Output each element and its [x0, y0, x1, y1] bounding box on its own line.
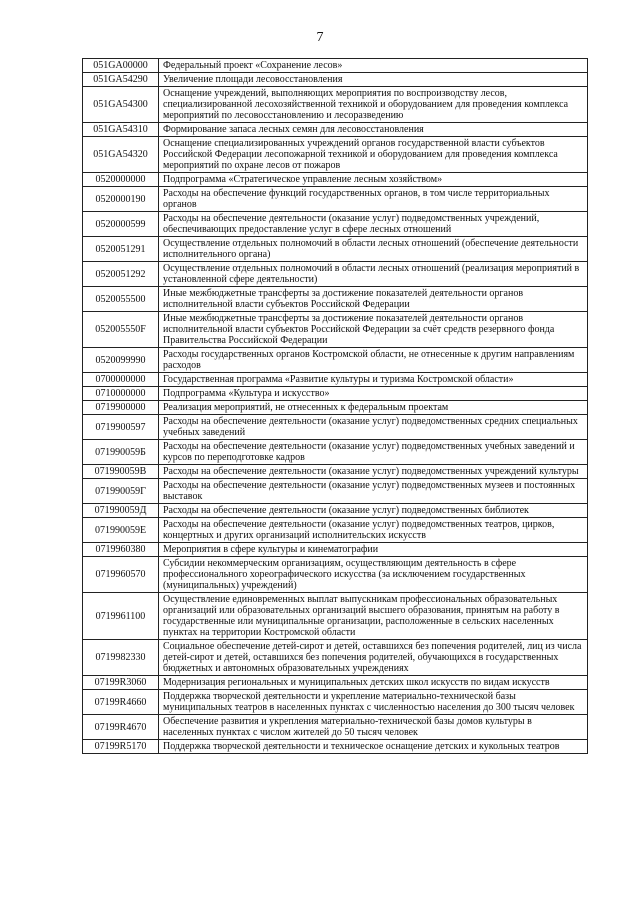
table-row: [83, 212, 588, 237]
row-description: Мероприятия в сфере культуры и кинематографии: [159, 543, 588, 557]
row-description: Расходы на обеспечение деятельности (оказание услуг) подведомственных учреждений культуры: [159, 465, 588, 479]
table-row: [83, 173, 588, 187]
row-description: Иные межбюджетные трансферты за достижение показателей деятельности органов исполнительной власти субъектов Российской Федерации за счёт средств резервного фонда Правительства Российской Федерации: [159, 312, 588, 348]
row-description: Увеличение площади лесовосстановления: [159, 73, 588, 87]
row-code: 0700000000: [83, 373, 159, 387]
row-code: 0719960570: [83, 557, 159, 593]
table-row: [83, 187, 588, 212]
row-code: 07199R4660: [83, 690, 159, 715]
row-description: Расходы на обеспечение деятельности (оказание услуг) подведомственных учебных заведений и курсов по переподготовке кадров: [159, 440, 588, 465]
row-description: Иные межбюджетные трансферты за достижение показателей деятельности органов исполнительной власти субъектов Российской Федерации: [159, 287, 588, 312]
table-row: [83, 557, 588, 593]
row-description: Федеральный проект «Сохранение лесов»: [159, 59, 588, 73]
row-code: 071990059Б: [83, 440, 159, 465]
table-row: [83, 137, 588, 173]
row-code: 0719982330: [83, 640, 159, 676]
row-code: 071990059Г: [83, 479, 159, 504]
row-description: Расходы государственных органов Костромской области, не отнесенные к другим направлениям расходов: [159, 348, 588, 373]
row-description: Расходы на обеспечение деятельности (оказание услуг) подведомственных театров, цирков, концертных и других организаций исполнительских искусств: [159, 518, 588, 543]
row-code: 0719900597: [83, 415, 159, 440]
table-row: [83, 676, 588, 690]
row-description: Расходы на обеспечение деятельности (оказание услуг) подведомственных учреждений, обеспечивающих предоставление услуг в сфере лесных отношений: [159, 212, 588, 237]
row-code: 071990059Д: [83, 504, 159, 518]
row-description: Обеспечение развития и укрепления материально-технической базы домов культуры в населенных пунктах с числом жителей до 50 тысяч человек: [159, 715, 588, 740]
row-description: Оснащение учреждений, выполняющих мероприятия по воспроизводству лесов, специализированной лесохозяйственной техникой и оборудованием для проведения комплекса мероприятий по лесовосстановлению и лесоразведению: [159, 87, 588, 123]
table-row: [83, 287, 588, 312]
row-description: Подпрограмма «Стратегическое управление лесным хозяйством»: [159, 173, 588, 187]
table-row: [83, 123, 588, 137]
table-row: [83, 262, 588, 287]
row-code: 051GA54310: [83, 123, 159, 137]
table-row: [83, 401, 588, 415]
row-description: Расходы на обеспечение функций государственных органов, в том числе территориальных органов: [159, 187, 588, 212]
row-description: Субсидии некоммерческим организациям, осуществляющим деятельность в сфере профессионального хореографического искусства (за исключением государственных (муниципальных) учреждений): [159, 557, 588, 593]
row-code: 051GA00000: [83, 59, 159, 73]
row-code: 071990059В: [83, 465, 159, 479]
table-row: [83, 312, 588, 348]
row-description: Модернизация региональных и муниципальных детских школ искусств по видам искусств: [159, 676, 588, 690]
row-code: 07199R3060: [83, 676, 159, 690]
row-code: 0719961100: [83, 593, 159, 640]
table-row: [83, 87, 588, 123]
row-description: Поддержка творческой деятельности и укрепление материально-технической базы муниципальных театров в населенных пунктах с численностью населения до 300 тысяч человек: [159, 690, 588, 715]
row-description: Расходы на обеспечение деятельности (оказание услуг) подведомственных средних специальных учебных заведений: [159, 415, 588, 440]
row-code: 0520099990: [83, 348, 159, 373]
row-description: Поддержка творческой деятельности и техническое оснащение детских и кукольных театров: [159, 740, 588, 754]
table-row: [83, 465, 588, 479]
table-row: [83, 640, 588, 676]
table-row: [83, 518, 588, 543]
row-description: Оснащение специализированных учреждений органов государственной власти субъектов Российской Федерации лесопожарной техникой и оборудованием для проведения комплекса мероприятий по охране лесов от пожаров: [159, 137, 588, 173]
row-code: 0520051291: [83, 237, 159, 262]
row-code: 0520051292: [83, 262, 159, 287]
table-row: [83, 593, 588, 640]
row-code: 0520000599: [83, 212, 159, 237]
row-description: Расходы на обеспечение деятельности (оказание услуг) подведомственных библиотек: [159, 504, 588, 518]
table-row: [83, 479, 588, 504]
row-description: Осуществление отдельных полномочий в области лесных отношений (обеспечение деятельности исполнительного органа): [159, 237, 588, 262]
row-description: Государственная программа «Развитие культуры и туризма Костромской области»: [159, 373, 588, 387]
budget-classification-table: [82, 58, 588, 754]
table-row: [83, 348, 588, 373]
row-description: Социальное обеспечение детей-сирот и детей, оставшихся без попечения родителей, лиц из числа детей-сирот и детей, оставшихся без попечения родителей, обучающихся в государственных бюджетных и автономных образовательных учреждениях: [159, 640, 588, 676]
table-row: [83, 504, 588, 518]
row-description: Расходы на обеспечение деятельности (оказание услуг) подведомственных музеев и постоянных выставок: [159, 479, 588, 504]
row-description: Реализация мероприятий, не отнесенных к федеральным проектам: [159, 401, 588, 415]
row-code: 071990059Е: [83, 518, 159, 543]
table-row: [83, 543, 588, 557]
row-description: Формирование запаса лесных семян для лесовосстановления: [159, 123, 588, 137]
table-row: [83, 73, 588, 87]
row-code: 0520000190: [83, 187, 159, 212]
row-code: 051GA54290: [83, 73, 159, 87]
row-description: Подпрограмма «Культура и искусство»: [159, 387, 588, 401]
table-body: [83, 59, 588, 754]
table-row: [83, 690, 588, 715]
table-row: [83, 59, 588, 73]
table-row: [83, 740, 588, 754]
table-row: [83, 715, 588, 740]
row-code: 0520055500: [83, 287, 159, 312]
table-row: [83, 440, 588, 465]
table-row: [83, 415, 588, 440]
row-code: 0719960380: [83, 543, 159, 557]
row-code: 051GA54300: [83, 87, 159, 123]
row-description: Осуществление единовременных выплат выпускникам профессиональных образовательных организаций или образовательных организаций высшего образования, принятым на работу в государственные или муниципальные организации, расположенные в сельских населенных пунктах на территории Костромской области: [159, 593, 588, 640]
row-description: Осуществление отдельных полномочий в области лесных отношений (реализация мероприятий в установленной сфере деятельности): [159, 262, 588, 287]
row-code: 0710000000: [83, 387, 159, 401]
page-number: 7: [316, 30, 324, 45]
table-row: [83, 373, 588, 387]
row-code: 07199R5170: [83, 740, 159, 754]
row-code: 0719900000: [83, 401, 159, 415]
row-code: 07199R4670: [83, 715, 159, 740]
row-code: 051GA54320: [83, 137, 159, 173]
row-code: 052005550F: [83, 312, 159, 348]
table-row: [83, 237, 588, 262]
row-code: 0520000000: [83, 173, 159, 187]
table-row: [83, 387, 588, 401]
